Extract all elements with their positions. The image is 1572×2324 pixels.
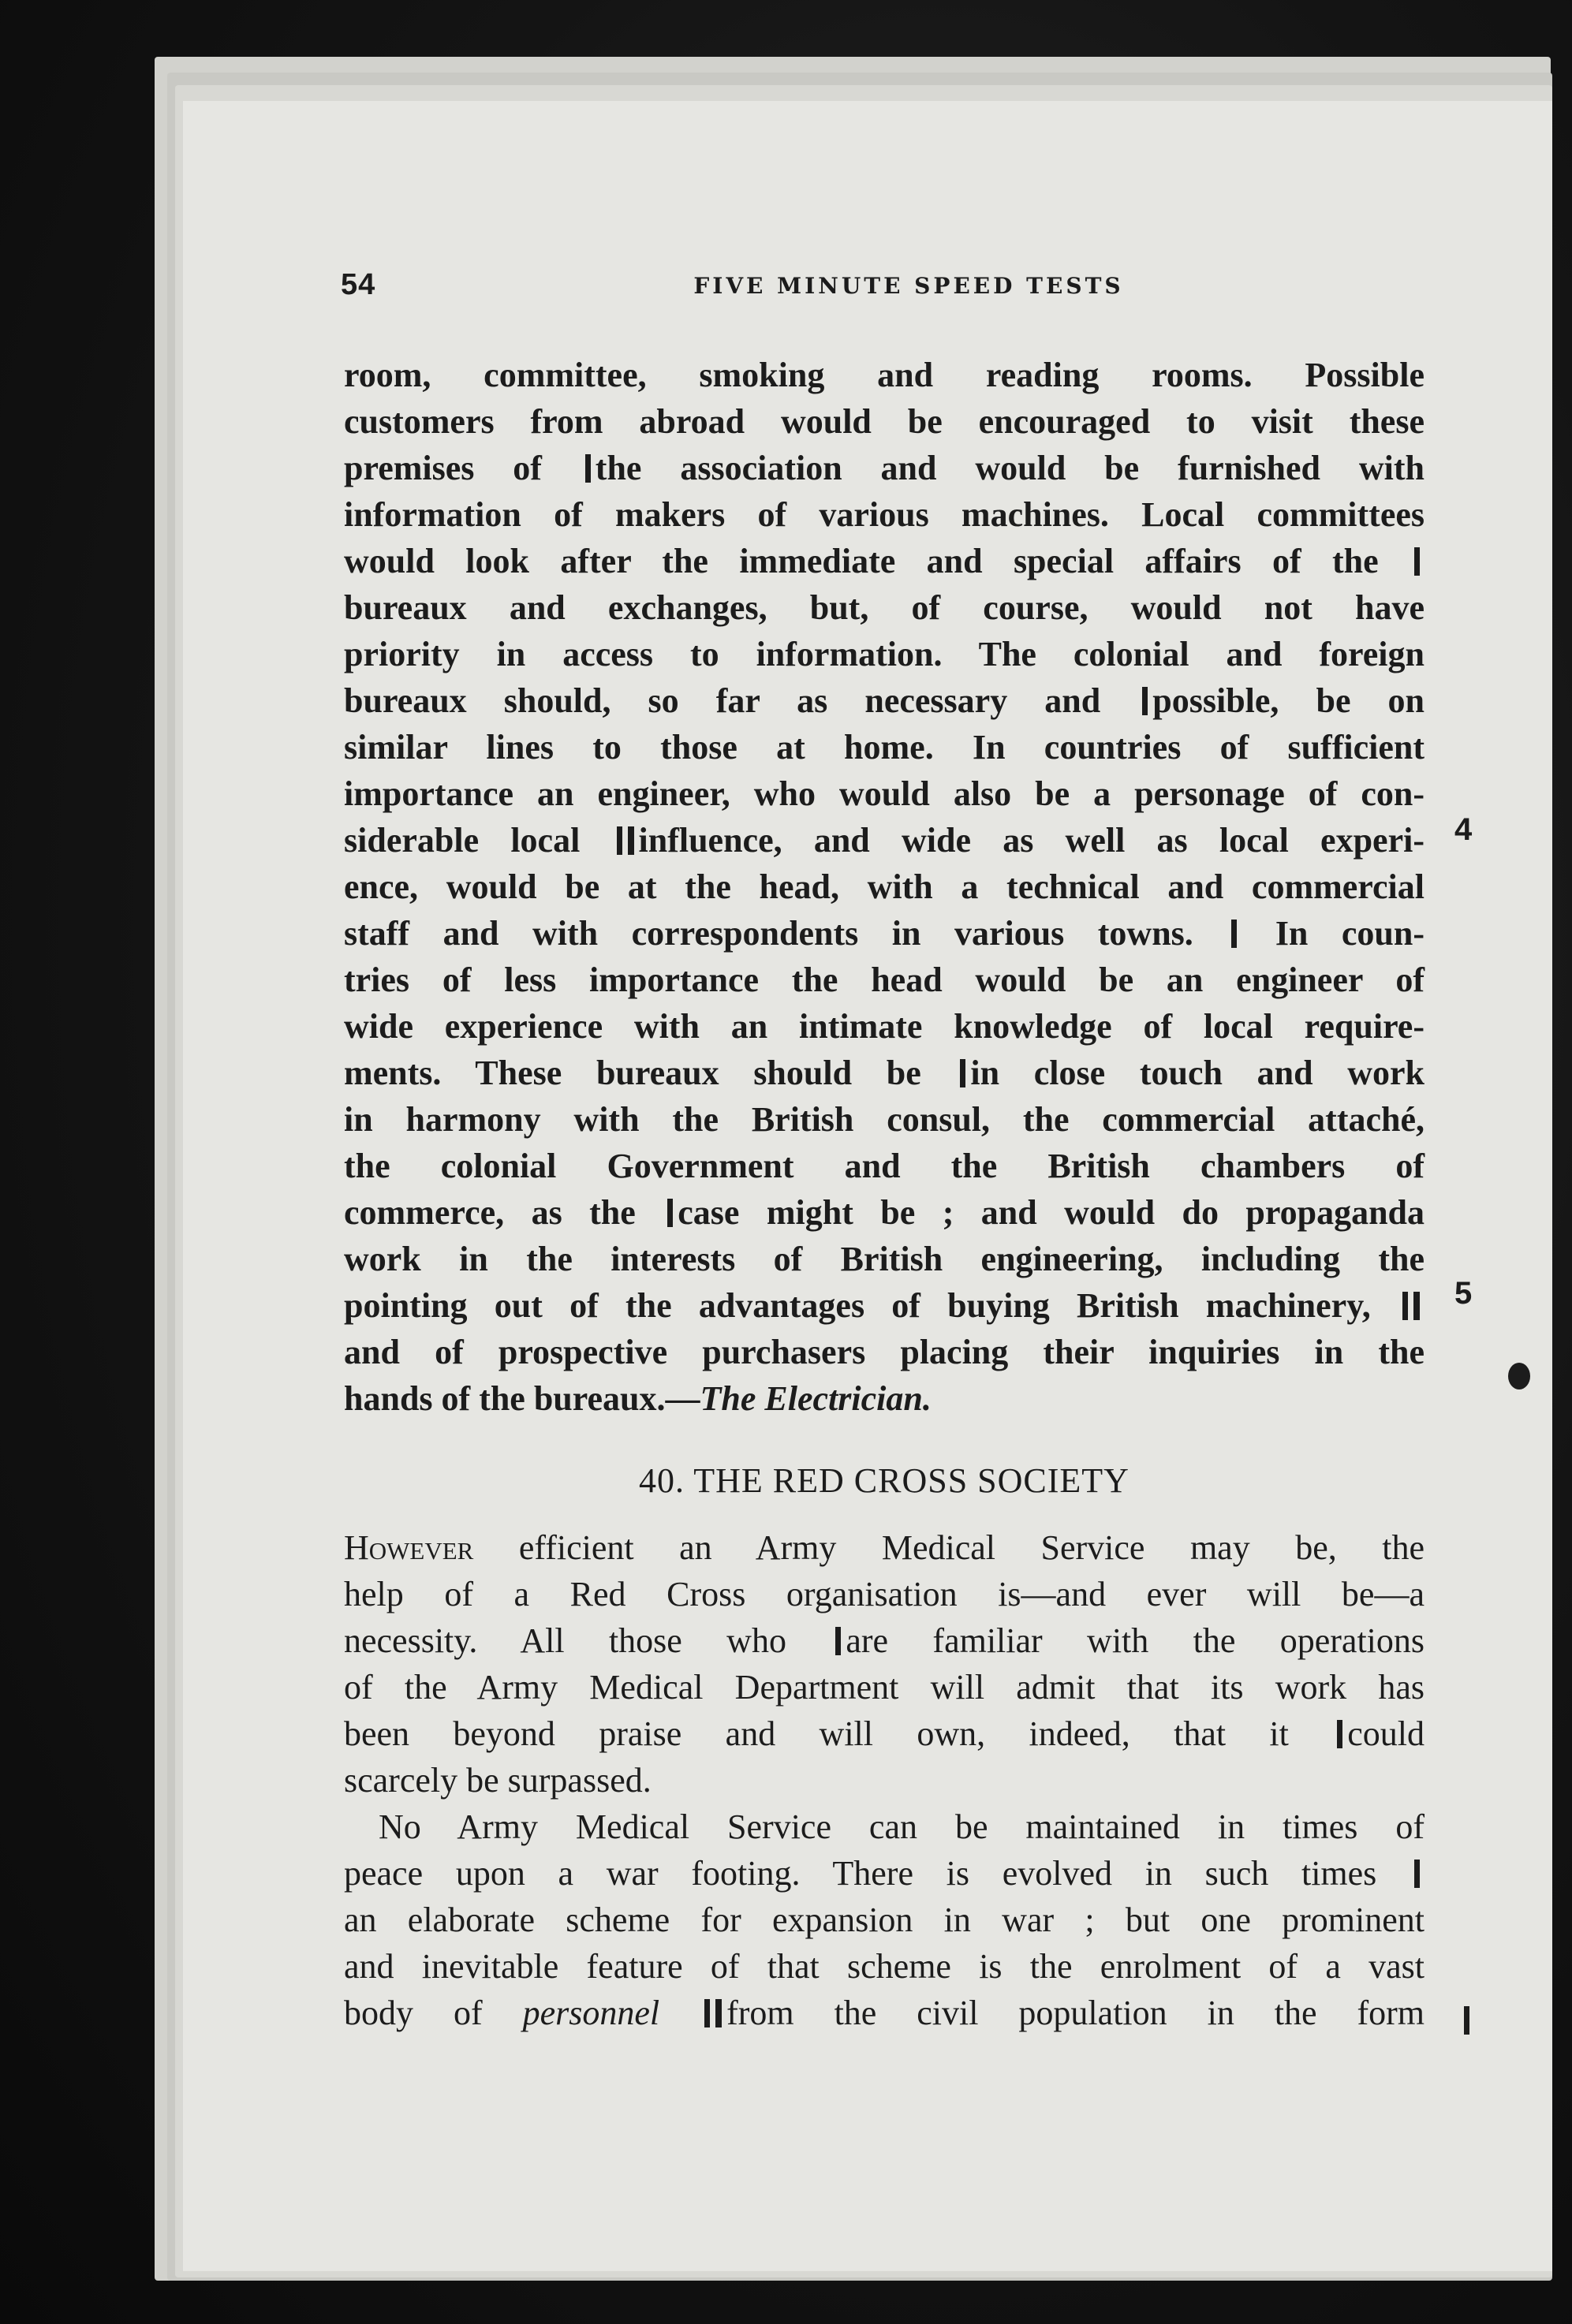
text-line: in harmony with the British consul, the commercial attaché, <box>344 1100 1425 1139</box>
text-line: an elaborate scheme for expansion in war ; but one prominent <box>344 1901 1425 1939</box>
minute-mark-bar <box>617 826 634 855</box>
source-credit: The Electrician. <box>700 1379 932 1418</box>
text-line: tries of less importance the head would be an engineer of <box>344 961 1425 999</box>
margin-minute-number: 4 <box>1454 812 1473 847</box>
text-line: siderable local influence, and wide as well as local experi- <box>344 821 1425 860</box>
page-body <box>344 352 1425 2036</box>
word-count-bar <box>585 454 591 483</box>
section-title: 40. THE RED CROSS SOCIETY <box>639 1461 1130 1500</box>
minute-mark-bar <box>1402 1292 1420 1320</box>
word-count-bar <box>1142 687 1148 715</box>
page-header <box>341 268 1461 315</box>
text-line: premises of the association and would be furnished with <box>344 449 1425 487</box>
text-line: body of personnel from the civil population in the form <box>344 1994 1425 2032</box>
text-line: bureaux should, so far as necessary and possible, be on <box>344 681 1425 720</box>
text-line: ence, would be at the head, with a technical and commercial <box>344 867 1425 906</box>
word-count-bar <box>835 1627 841 1655</box>
section-red-cross <box>344 1524 1425 2036</box>
margin-minute-number: 5 <box>1454 1276 1473 1311</box>
word-count-bar <box>1231 920 1237 948</box>
text-line: help of a Red Cross organisation is—and ever will be—a <box>344 1575 1425 1613</box>
text-line: ments. These bureaux should be in close touch and work <box>344 1054 1425 1092</box>
lead-word: However <box>344 1528 474 1567</box>
word-count-bar <box>1414 547 1420 576</box>
word-count-bar <box>1337 1720 1342 1748</box>
text-line: would look after the immediate and special affairs of the <box>344 538 1425 584</box>
book-page <box>183 101 1552 2271</box>
text-line: the colonial Government and the British chambers of <box>344 1147 1425 1185</box>
minute-mark-bar <box>704 1999 722 2027</box>
text-line: peace upon a war footing. There is evolved in such times <box>344 1850 1425 1897</box>
page-number: 54 <box>341 268 376 301</box>
text-line: pointing out of the advantages of buying British machinery, <box>344 1282 1425 1329</box>
text-line: and inevitable feature of that scheme is the enrolment of a vast <box>344 1947 1425 1986</box>
section-article-continuation <box>344 352 1425 1422</box>
running-head: FIVE MINUTE SPEED TESTS <box>693 273 1124 299</box>
text-line: similar lines to those at home. In countries of sufficient <box>344 728 1425 767</box>
text-line: importance an engineer, who would also be a personage of con- <box>344 774 1425 813</box>
text-line: and of prospective purchasers placing their inquiries in the <box>344 1333 1425 1371</box>
word-count-bar <box>667 1199 673 1227</box>
text-line: commerce, as the case might be ; and would do propaganda <box>344 1193 1425 1232</box>
text-line: wide experience with an intimate knowledge of local require- <box>344 1007 1425 1046</box>
text-line: hands of the bureaux.—The Electrician. <box>344 1379 932 1418</box>
text-line: customers from abroad would be encouraged to visit these <box>344 402 1425 441</box>
text-line: No Army Medical Service can be maintained in times of <box>379 1807 1425 1846</box>
text-line: necessity. All those who are familiar with the operations <box>344 1621 1425 1660</box>
text-line: priority in access to information. The colonial and foreign <box>344 635 1425 673</box>
word-count-bar <box>1414 1860 1420 1888</box>
text-line: room, committee, smoking and reading rooms. Possible <box>344 356 1425 394</box>
text-line: of the Army Medical Department will admit that its work has <box>344 1668 1425 1707</box>
word-count-bar <box>960 1059 965 1087</box>
text-line: bureaux and exchanges, but, of course, would not have <box>344 588 1425 627</box>
margin-ink-dot <box>1508 1363 1530 1390</box>
margin-tick-mark <box>1464 2006 1469 2035</box>
text-line: However efficient an Army Medical Service may be, the <box>344 1528 1425 1567</box>
text-line: been beyond praise and will own, indeed, that it could <box>344 1714 1425 1753</box>
text-line: staff and with correspondents in various towns. In coun- <box>344 914 1425 953</box>
text-line: scarcely be surpassed. <box>344 1761 652 1800</box>
italic-word: personnel <box>522 1994 660 2032</box>
text-line: information of makers of various machines. Local committees <box>344 495 1425 534</box>
text-line: work in the interests of British engineering, including the <box>344 1240 1425 1278</box>
